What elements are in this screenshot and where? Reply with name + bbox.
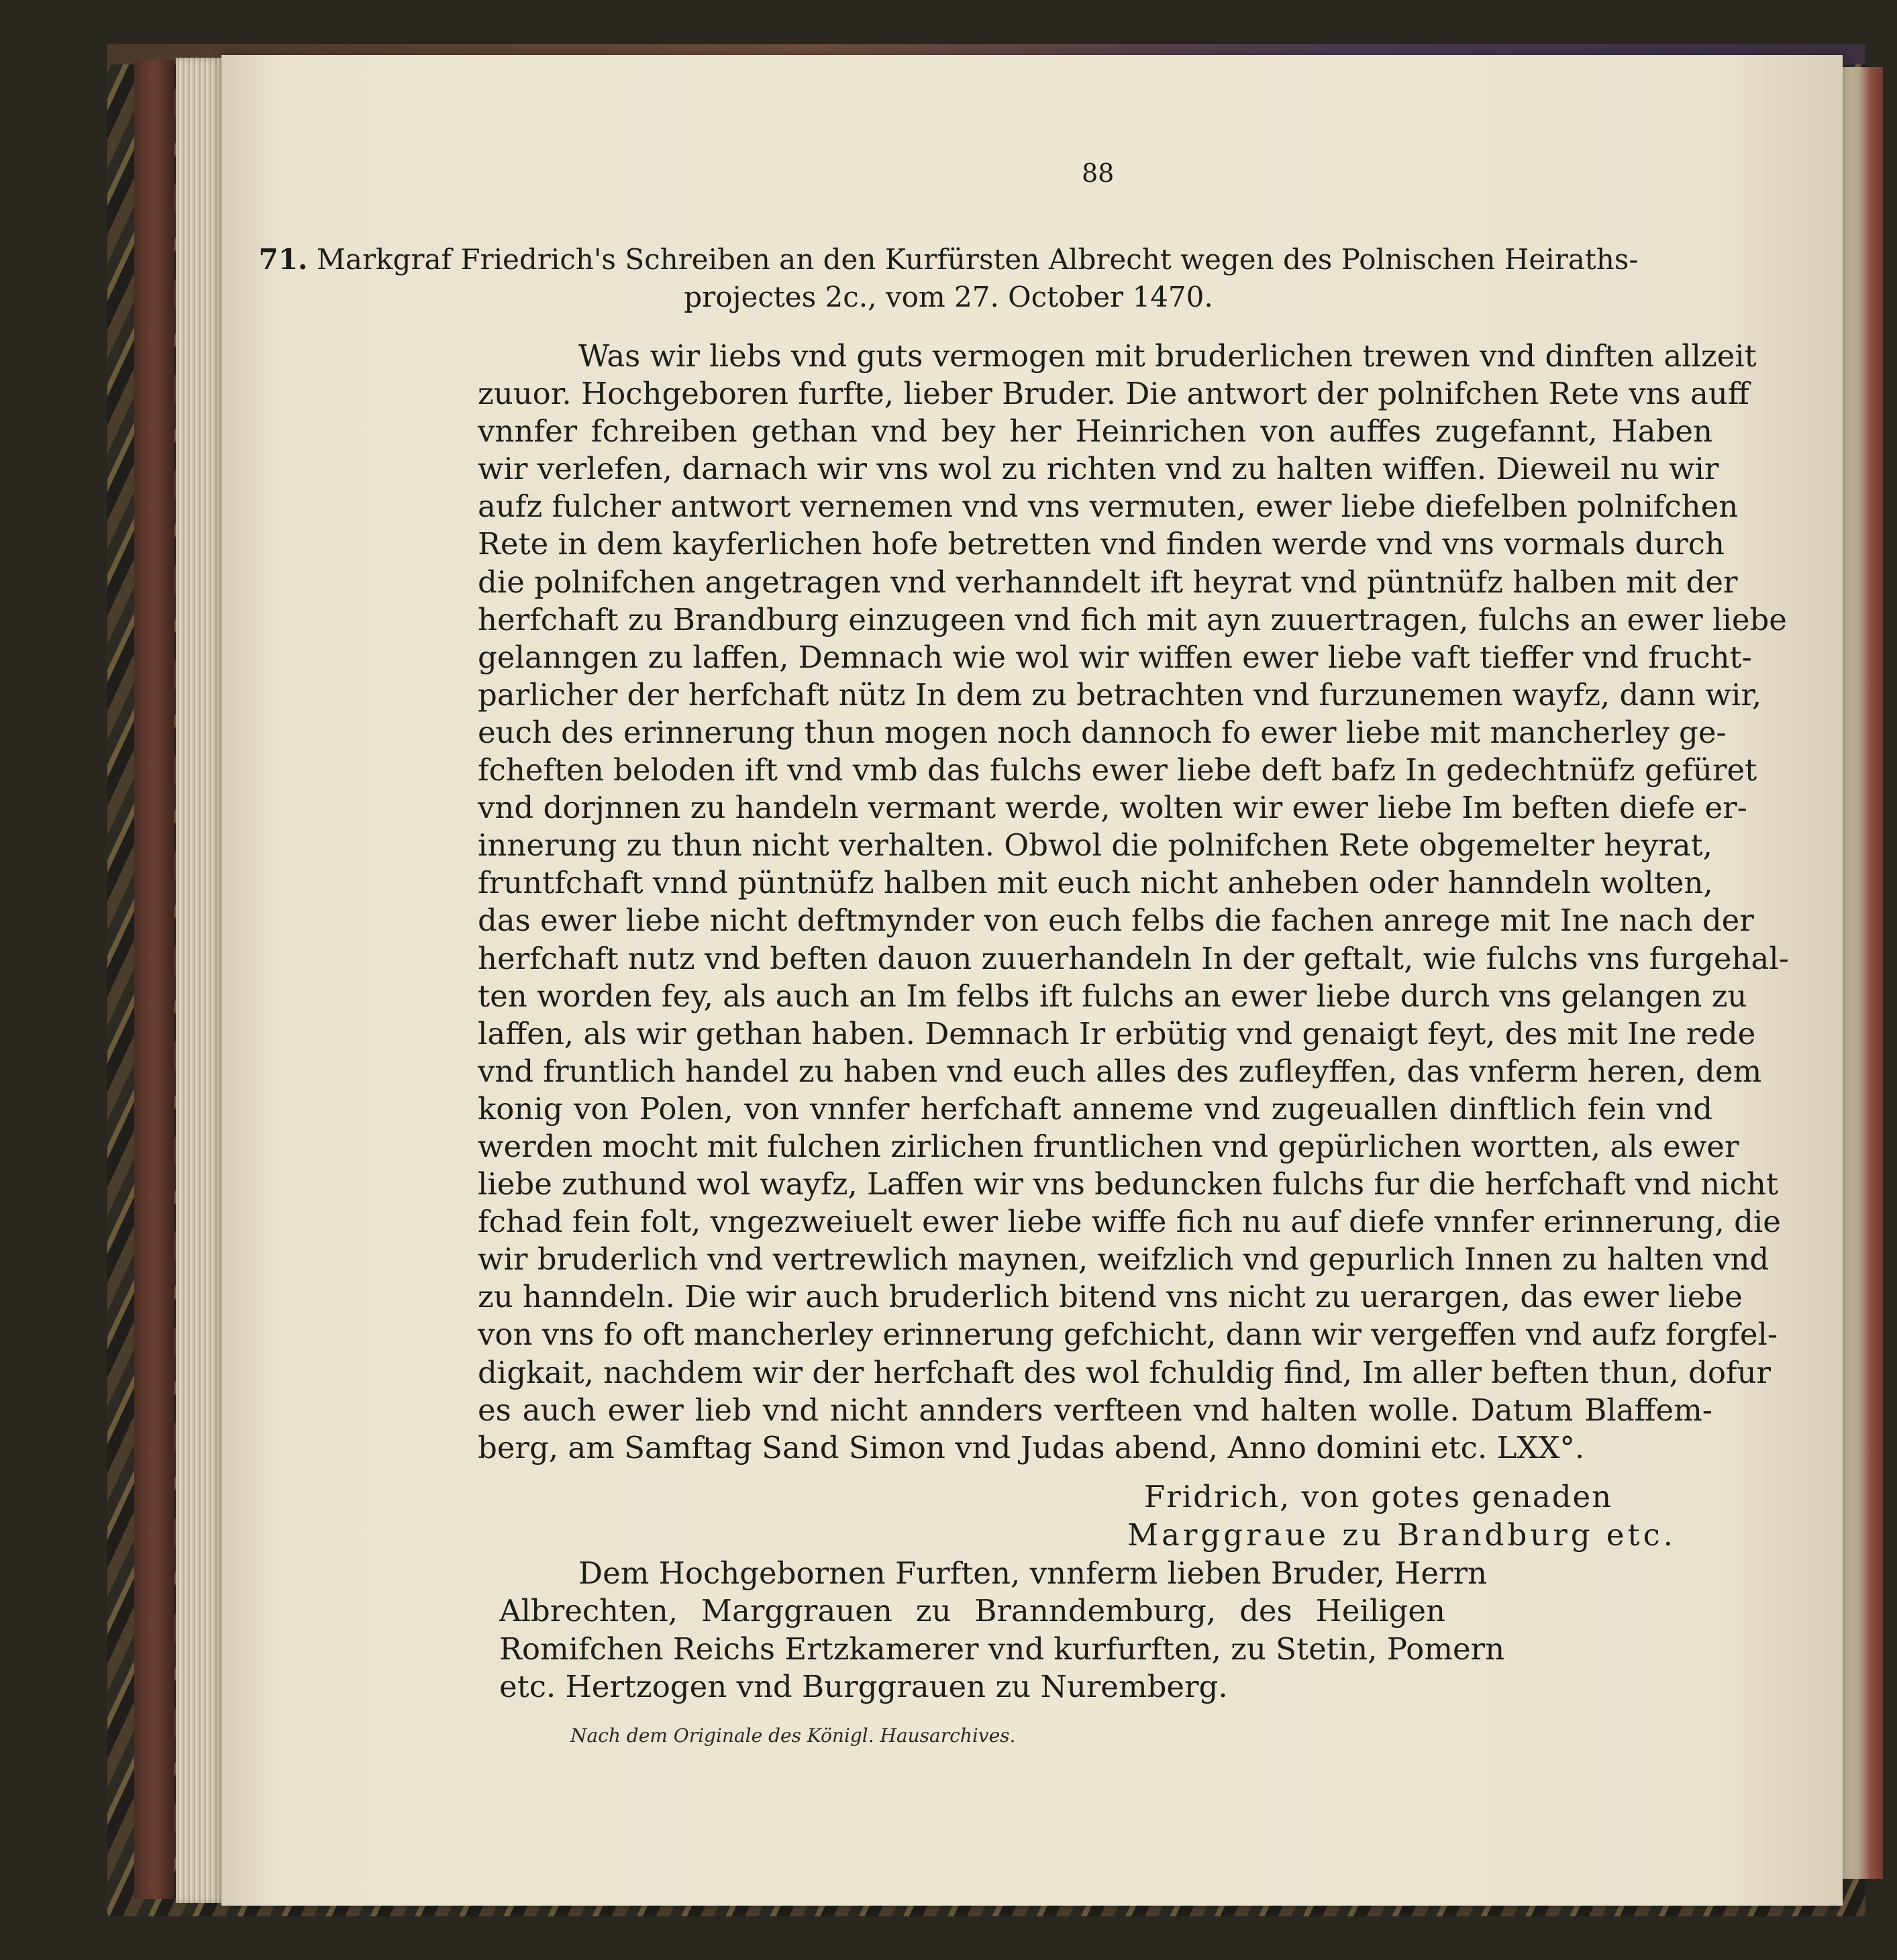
source-note: Nach dem Originale des Königl. Hausarchives.: [570, 1724, 1016, 1747]
body-line: fcheften beloden ift vnd vmb das fulchs ewer liebe deft bafz In gedechtnüfz gefüret: [478, 752, 1757, 788]
recipient-address: [499, 1555, 1505, 1706]
body-line: euch des erinnerung thun mogen noch dannoch fo ewer liebe mit mancherley ge-: [478, 714, 1727, 750]
body-line: berg, am Samftag Sand Simon vnd Judas abend, Anno domini etc. LXX°.: [478, 1429, 1585, 1465]
body-line: fruntfchaft vnnd püntnüfz halben mit euch nicht anheben oder hanndeln wolten,: [478, 865, 1713, 901]
body-line: werden mocht mit fulchen zirlichen fruntlichen vnd gepürlichen wortten, als ewer: [478, 1128, 1739, 1164]
document-heading-line-1: [0, 243, 1897, 276]
body-line: konig von Polen, von vnnfer herfchaft anneme vnd zugeuallen dinftlich fein vnd: [478, 1090, 1712, 1127]
address-line: Albrechten, Marggrauen zu Branndemburg, des Heiligen: [499, 1593, 1445, 1629]
body-line: herfchaft nutz vnd beften dauon zuuerhandeln In der geftalt, wie fulchs vns furgehal-: [478, 940, 1789, 976]
body-line: von vns fo oft mancherley erinnerung gefchicht, dann wir vergeffen vnd aufz forgfel-: [478, 1317, 1778, 1353]
page-number: 88: [1082, 158, 1115, 188]
body-line: zuuor. Hochgeboren furfte, lieber Bruder. Die antwort der polnifchen Rete vns auff: [478, 376, 1749, 412]
body-line: parlicher der herfchaft nütz In dem zu betrachten vnd furzunemen wayfz, dann wir,: [478, 676, 1762, 713]
body-line: laffen, als wir gethan haben. Demnach Ir erbütig vnd genaigt feyt, des mit Ine rede: [478, 1015, 1756, 1051]
body-line: vnnfer fchreiben gethan vnd bey her Heinrichen von auffes zugefannt, Haben: [478, 413, 1712, 450]
signature-line-1: Fridrich, von gotes genaden: [1144, 1479, 1613, 1514]
document-heading-line-2: projectes 2c., vom 27. October 1470.: [684, 280, 1213, 313]
body-line: vnd fruntlich handel zu haben vnd euch alles des zufleyffen, das vnferm heren, dem: [478, 1053, 1762, 1089]
body-line: fchad fein folt, vngezweiuelt ewer liebe wiffe fich nu auf diefe vnnfer erinnerung, die: [478, 1204, 1781, 1240]
signature-line-2: Marggraue zu Brandburg etc.: [1127, 1517, 1677, 1553]
body-line: herfchaft zu Brandburg einzugeen vnd fich mit ayn zuuertragen, fulchs an ewer liebe: [478, 601, 1787, 637]
right-page-edge: [1843, 67, 1883, 1879]
body-line: vnd dorjnnen zu handeln vermant werde, wolten wir ewer liebe Im beften diefe er-: [478, 790, 1747, 826]
address-line: etc. Hertzogen vnd Burggrauen zu Nuremberg.: [499, 1669, 1228, 1705]
address-line: Dem Hochgebornen Furften, vnnferm lieben Bruder, Herrn: [578, 1555, 1487, 1591]
body-line: liebe zuthund wol wayfz, Laffen wir vns beduncken fulchs fur die herfchaft vnd nicht: [478, 1166, 1778, 1202]
body-line: aufz fulcher antwort vernemen vnd vns vermuten, ewer liebe diefelben polnifchen: [478, 488, 1739, 525]
address-line: Romifchen Reichs Ertzkamerer vnd kurfurften, zu Stetin, Pomern: [499, 1631, 1505, 1667]
body-line: ten worden fey, als auch an Im felbs ift fulchs an ewer liebe durch vns gelangen zu: [478, 978, 1747, 1014]
body-line: digkait, nachdem wir der herfchaft des wol fchuldig find, Im aller beften thun, dofur: [478, 1354, 1772, 1390]
body-line: das ewer liebe nicht deftmynder von euch felbs die fachen anrege mit Ine nach der: [478, 902, 1754, 939]
body-line: innerung zu thun nicht verhalten. Obwol die polnifchen Rete obgemelter heyrat,: [478, 827, 1712, 864]
body-line: es auch ewer lieb vnd nicht annders verfteen vnd halten wolle. Datum Blaffem-: [478, 1392, 1712, 1428]
body-line: die polnifchen angetragen vnd verhanndelt ift heyrat vnd püntnüfz halben mit der: [478, 564, 1738, 600]
body-line: wir bruderlich vnd vertrewlich maynen, weifzlich vnd gepurlich Innen zu halten vnd: [478, 1241, 1770, 1278]
letter-body: [478, 338, 1789, 1467]
book-spine-leather: [134, 60, 174, 1899]
body-line: wir verlefen, darnach wir vns wol zu richten vnd zu halten wiffen. Dieweil nu wir: [478, 451, 1719, 487]
body-line: Was wir liebs vnd guts vermogen mit bruderlichen trewen vnd dinften allzeit: [578, 338, 1757, 374]
body-line: zu hanndeln. Die wir auch bruderlich bitend vns nicht zu uerargen, das ewer liebe: [478, 1279, 1743, 1315]
body-line: gelanngen zu laffen, Demnach wie wol wir wiffen ewer liebe vaft tieffer vnd frucht-: [478, 639, 1752, 675]
document-heading-text: Markgraf Friedrich's Schreiben an den Kurfürsten Albrecht wegen des Polnischen Heiraths-: [316, 243, 1639, 276]
document-number: 71.: [258, 243, 308, 276]
body-line: Rete in dem kayferlichen hofe betretten vnd finden werde vnd vns vormals durch: [478, 526, 1725, 562]
